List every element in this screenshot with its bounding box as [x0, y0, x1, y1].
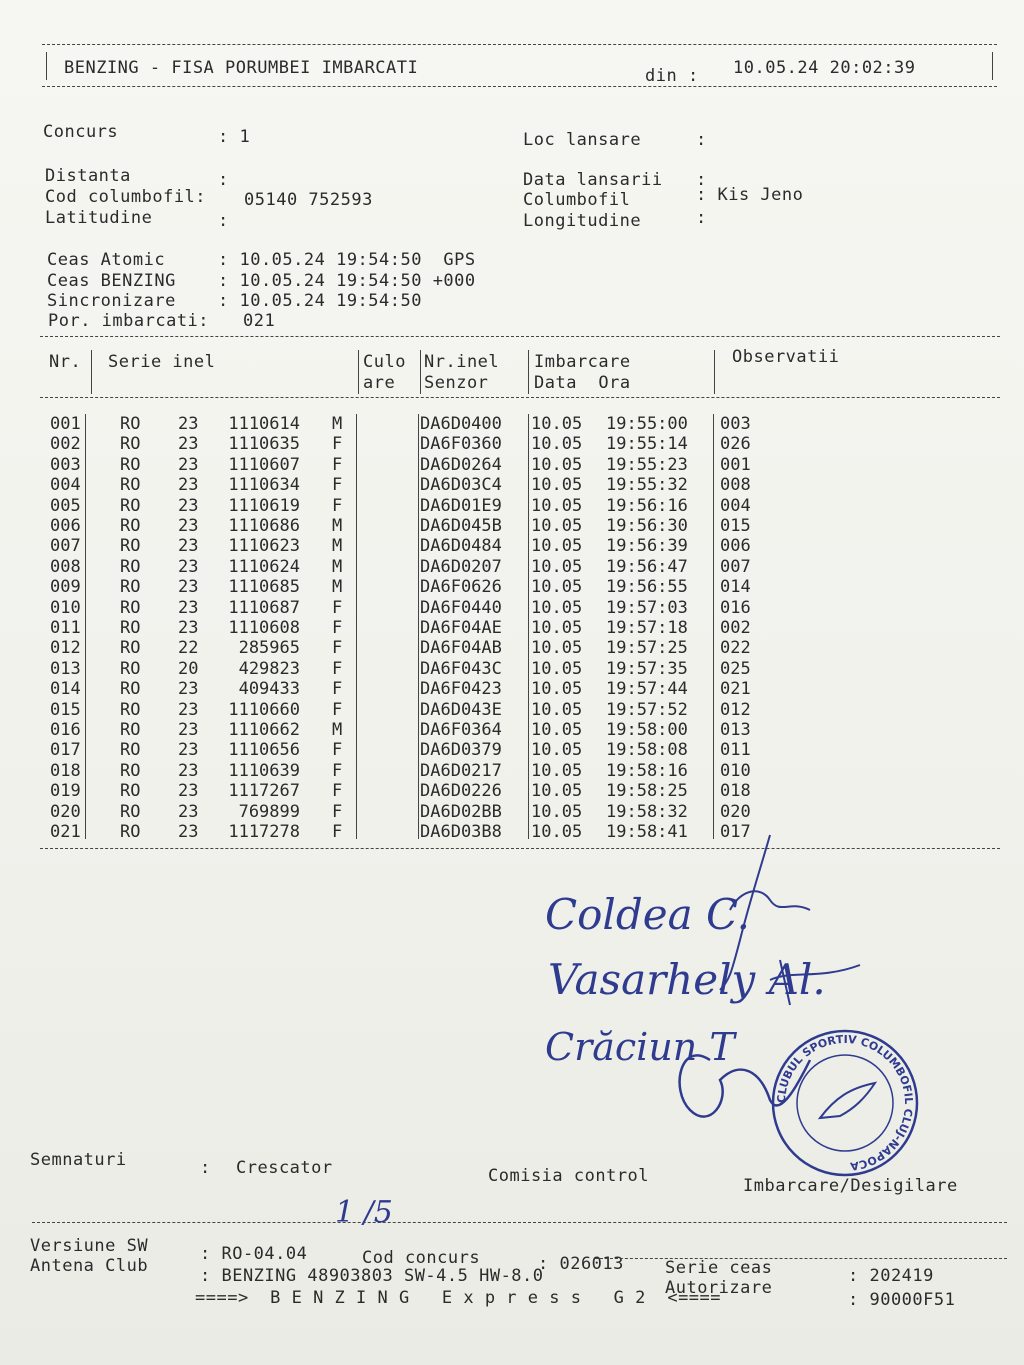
row-time: 19:58:32: [606, 801, 688, 822]
row-country: RO: [120, 618, 141, 638]
concurs-label: Concurs: [43, 122, 119, 142]
row-date: 10.05: [531, 597, 583, 618]
row-nr: 011: [50, 618, 81, 638]
row-time: 19:58:16: [606, 760, 688, 781]
row-time: 19:55:23: [606, 454, 688, 475]
row-time: 19:57:03: [606, 597, 688, 618]
row-sensor: DA6D0226: [420, 781, 502, 802]
table-border-top: [40, 336, 1000, 337]
footer-divider: [32, 1222, 1007, 1223]
table-row: [40, 557, 1000, 577]
row-observatii: 006: [720, 536, 751, 557]
table-row: [40, 434, 1000, 454]
table-row: [40, 577, 1000, 597]
por-imbarcati-value: 021: [243, 311, 276, 331]
row-year: 23: [178, 720, 199, 740]
row-time: 19:55:14: [606, 434, 688, 455]
row-nr: 021: [50, 822, 81, 842]
cod-concurs-value: : 026013: [538, 1254, 624, 1274]
row-country: RO: [120, 454, 141, 475]
row-sex: F: [332, 679, 343, 700]
table-row: [40, 516, 1000, 536]
row-observatii: 008: [720, 475, 751, 496]
row-ring-number: 1110624: [228, 556, 300, 577]
table-header-divider: [40, 397, 1000, 398]
row-year: 23: [178, 495, 199, 516]
row-time: 19:57:44: [606, 679, 688, 700]
row-date: 10.05: [531, 699, 583, 720]
footer-divider-right: [595, 1258, 1007, 1259]
row-sensor: DA6D03C4: [420, 475, 502, 496]
th-observatii: Observatii: [732, 347, 840, 367]
row-country: RO: [120, 699, 141, 720]
table-row: [40, 659, 1000, 679]
row-ring-number: 409433: [238, 679, 300, 700]
row-date: 10.05: [531, 822, 583, 842]
row-sensor: DA6D045B: [420, 516, 502, 536]
row-sex: F: [332, 822, 343, 842]
loc-lansare-label: Loc lansare: [523, 130, 642, 150]
row-ring-number: 1110686: [228, 516, 300, 536]
row-country: RO: [120, 516, 141, 536]
comisia-label: Comisia control: [488, 1166, 650, 1186]
svg-text:CLUBUL SPORTIV COLUMBOFIL CLUJ: CLUBUL SPORTIV COLUMBOFIL CLUJ-NAPOCA: [774, 1032, 916, 1173]
row-time: 19:57:52: [606, 699, 688, 720]
row-time: 19:56:55: [606, 577, 688, 598]
row-nr: 007: [50, 536, 81, 557]
autorizare-value: : 90000F51: [848, 1290, 956, 1310]
row-observatii: 026: [720, 434, 751, 455]
table-row: [40, 496, 1000, 516]
row-nr: 010: [50, 597, 81, 618]
row-nr: 006: [50, 516, 81, 536]
row-observatii: 016: [720, 597, 751, 618]
row-year: 23: [178, 679, 199, 700]
row-sex: F: [332, 495, 343, 516]
row-ring-number: 1110656: [228, 740, 300, 761]
din-label: din :: [645, 66, 699, 86]
table-row: [40, 598, 1000, 618]
header-border-left: [46, 52, 47, 80]
document-title: BENZING - FISA PORUMBEI IMBARCATI: [64, 58, 419, 78]
row-sensor: DA6D02BB: [420, 801, 502, 822]
row-ring-number: 769899: [238, 801, 300, 822]
row-date: 10.05: [531, 475, 583, 496]
row-nr: 001: [50, 414, 81, 434]
row-ring-number: 1110634: [228, 475, 300, 496]
table-row: [40, 700, 1000, 720]
row-sensor: DA6F0440: [420, 597, 502, 618]
row-time: 19:58:08: [606, 740, 688, 761]
row-ring-number: 1110687: [228, 597, 300, 618]
row-time: 19:55:00: [606, 414, 688, 434]
loc-lansare-value: :: [696, 130, 707, 150]
row-observatii: 017: [720, 822, 751, 842]
row-nr: 020: [50, 801, 81, 822]
row-time: 19:56:39: [606, 536, 688, 557]
row-date: 10.05: [531, 720, 583, 740]
row-sensor: DA6D043E: [420, 699, 502, 720]
row-nr: 012: [50, 638, 81, 659]
row-year: 23: [178, 475, 199, 496]
row-sex: M: [332, 536, 343, 557]
row-ring-number: 1117267: [228, 781, 300, 802]
row-nr: 013: [50, 658, 81, 679]
row-date: 10.05: [531, 434, 583, 455]
row-sensor: DA6F04AE: [420, 618, 502, 638]
cod-concurs-label: Cod concurs: [362, 1248, 481, 1268]
row-sex: F: [332, 801, 343, 822]
row-country: RO: [120, 822, 141, 842]
table-row: [40, 455, 1000, 475]
concurs-value: : 1: [218, 127, 251, 147]
row-year: 23: [178, 618, 199, 638]
row-country: RO: [120, 801, 141, 822]
row-date: 10.05: [531, 577, 583, 598]
signature-vasarhely: Vasarhely Al.: [548, 955, 826, 1004]
row-year: 23: [178, 516, 199, 536]
row-date: 10.05: [531, 495, 583, 516]
row-ring-number: 1110623: [228, 536, 300, 557]
table-row: [40, 781, 1000, 801]
print-datetime: 10.05.24 20:02:39: [733, 58, 916, 78]
semnaturi-colon: :: [200, 1158, 211, 1178]
row-sex: M: [332, 577, 343, 598]
data-lansarii-value: :: [696, 170, 707, 190]
header-border-top: [42, 44, 997, 45]
row-year: 23: [178, 822, 199, 842]
longitudine-value: :: [696, 208, 707, 228]
row-time: 19:58:41: [606, 822, 688, 842]
row-sensor: DA6F043C: [420, 658, 502, 679]
row-sex: F: [332, 658, 343, 679]
semnaturi-label: Semnaturi: [30, 1150, 127, 1170]
row-ring-number: 285965: [238, 638, 300, 659]
columbofil-value: : Kis Jeno: [696, 185, 804, 205]
row-country: RO: [120, 475, 141, 496]
row-country: RO: [120, 760, 141, 781]
row-country: RO: [120, 781, 141, 802]
row-nr: 009: [50, 577, 81, 598]
row-ring-number: 1110608: [228, 618, 300, 638]
row-observatii: 025: [720, 658, 751, 679]
row-sensor: DA6D0400: [420, 414, 502, 434]
antena-value: : BENZING 48903803 SW-4.5 HW-8.0: [200, 1266, 544, 1286]
row-ring-number: 1110635: [228, 434, 300, 455]
row-sensor: DA6F04AB: [420, 638, 502, 659]
versiune-value: : RO-04.04: [200, 1244, 308, 1264]
row-date: 10.05: [531, 760, 583, 781]
header-border-bottom: [42, 86, 997, 87]
imbarcare-label: Imbarcare/Desigilare: [743, 1176, 958, 1196]
row-nr: 014: [50, 679, 81, 700]
row-country: RO: [120, 556, 141, 577]
row-nr: 005: [50, 495, 81, 516]
row-sex: F: [332, 760, 343, 781]
row-year: 23: [178, 801, 199, 822]
row-country: RO: [120, 577, 141, 598]
signature-coldea: Coldea C.: [545, 890, 750, 939]
row-observatii: 003: [720, 414, 751, 434]
row-sensor: DA6D01E9: [420, 495, 502, 516]
row-ring-number: 1110619: [228, 495, 300, 516]
cod-columbofil-label: Cod columbofil:: [45, 187, 207, 207]
por-imbarcati-label: Por. imbarcati:: [48, 311, 210, 331]
row-sex: F: [332, 699, 343, 720]
latitudine-label: Latitudine: [45, 208, 153, 228]
distanta-label: Distanta: [45, 166, 131, 186]
row-ring-number: 1110614: [228, 414, 300, 434]
header-border-right: [992, 52, 993, 80]
cod-columbofil-value: 05140 752593: [244, 190, 373, 210]
row-time: 19:56:47: [606, 556, 688, 577]
row-year: 23: [178, 577, 199, 598]
row-country: RO: [120, 536, 141, 557]
row-country: RO: [120, 495, 141, 516]
row-country: RO: [120, 597, 141, 618]
th-nr-inel-1: Nr.inel: [424, 352, 500, 372]
col-divider-3: [420, 350, 421, 394]
row-year: 23: [178, 454, 199, 475]
table-row: [40, 761, 1000, 781]
row-nr: 004: [50, 475, 81, 496]
col-divider-2: [358, 350, 359, 394]
versiune-label: Versiune SW: [30, 1236, 149, 1256]
row-year: 23: [178, 556, 199, 577]
row-date: 10.05: [531, 516, 583, 536]
row-sex: M: [332, 414, 343, 434]
row-sensor: DA6F0423: [420, 679, 502, 700]
row-date: 10.05: [531, 740, 583, 761]
row-ring-number: 1117278: [228, 822, 300, 842]
club-stamp: [770, 1028, 920, 1178]
th-nr: Nr.: [49, 352, 82, 372]
row-ring-number: 1110639: [228, 760, 300, 781]
signature-craciun: Crăciun T: [545, 1025, 735, 1069]
row-year: 20: [178, 658, 199, 679]
row-date: 10.05: [531, 781, 583, 802]
row-time: 19:57:18: [606, 618, 688, 638]
row-time: 19:57:35: [606, 658, 688, 679]
table-row: [40, 638, 1000, 658]
table-row: [40, 740, 1000, 760]
row-sex: F: [332, 618, 343, 638]
row-time: 19:58:00: [606, 720, 688, 740]
longitudine-label: Longitudine: [523, 211, 642, 231]
row-ring-number: 1110662: [228, 720, 300, 740]
ceas-benzing-value: : 10.05.24 19:54:50 +000: [218, 271, 476, 291]
col-divider-5: [714, 350, 715, 394]
row-year: 23: [178, 699, 199, 720]
col-divider-4: [528, 350, 529, 394]
th-culoare-1: Culo: [363, 352, 406, 372]
row-sensor: DA6D0217: [420, 760, 502, 781]
row-year: 23: [178, 597, 199, 618]
latitudine-value: :: [218, 211, 229, 231]
row-observatii: 021: [720, 679, 751, 700]
row-ring-number: 1110607: [228, 454, 300, 475]
row-nr: 017: [50, 740, 81, 761]
row-date: 10.05: [531, 679, 583, 700]
ceas-atomic-value: : 10.05.24 19:54:50 GPS: [218, 250, 476, 270]
row-date: 10.05: [531, 536, 583, 557]
row-observatii: 014: [720, 577, 751, 598]
row-observatii: 015: [720, 516, 751, 536]
row-nr: 018: [50, 760, 81, 781]
row-year: 23: [178, 760, 199, 781]
serie-ceas-value: : 202419: [848, 1266, 934, 1286]
row-nr: 008: [50, 556, 81, 577]
row-sensor: DA6D03B8: [420, 822, 502, 842]
row-observatii: 011: [720, 740, 751, 761]
row-observatii: 002: [720, 618, 751, 638]
row-sensor: DA6F0626: [420, 577, 502, 598]
row-date: 10.05: [531, 556, 583, 577]
autorizare-label: Autorizare: [665, 1278, 773, 1298]
antena-label: Antena Club: [30, 1256, 149, 1276]
row-country: RO: [120, 658, 141, 679]
row-country: RO: [120, 740, 141, 761]
row-observatii: 007: [720, 556, 751, 577]
table-row: [40, 679, 1000, 699]
row-observatii: 010: [720, 760, 751, 781]
serie-ceas-label: Serie ceas: [665, 1258, 773, 1278]
th-culoare-2: are: [363, 373, 396, 393]
col-divider-1: [91, 350, 92, 394]
row-country: RO: [120, 414, 141, 434]
th-serie-inel: Serie inel: [108, 352, 216, 372]
row-sensor: DA6F0360: [420, 434, 502, 455]
row-time: 19:57:25: [606, 638, 688, 659]
handwritten-mark: 1 /5: [335, 1195, 393, 1230]
row-date: 10.05: [531, 414, 583, 434]
row-sex: M: [332, 720, 343, 740]
row-nr: 002: [50, 434, 81, 455]
row-nr: 019: [50, 781, 81, 802]
table-row: [40, 475, 1000, 495]
row-time: 19:56:16: [606, 495, 688, 516]
row-sex: F: [332, 434, 343, 455]
row-year: 22: [178, 638, 199, 659]
row-date: 10.05: [531, 658, 583, 679]
row-observatii: 020: [720, 801, 751, 822]
row-sex: F: [332, 597, 343, 618]
th-imbarcare-2: Data Ora: [534, 373, 631, 393]
row-sex: F: [332, 638, 343, 659]
row-country: RO: [120, 720, 141, 740]
row-time: 19:58:25: [606, 781, 688, 802]
row-year: 23: [178, 781, 199, 802]
ceas-benzing-label: Ceas BENZING: [47, 271, 176, 291]
table-row: [40, 414, 1000, 434]
th-nr-inel-2: Senzor: [424, 373, 489, 393]
row-sex: F: [332, 475, 343, 496]
sincronizare-value: : 10.05.24 19:54:50: [218, 291, 422, 311]
benzing-banner: ====> B E N Z I N G E x p r e s s G 2 <====: [195, 1288, 722, 1308]
row-sex: F: [332, 454, 343, 475]
columbofil-label: Columbofil: [523, 190, 631, 210]
row-year: 23: [178, 740, 199, 761]
row-observatii: 022: [720, 638, 751, 659]
row-observatii: 001: [720, 454, 751, 475]
row-country: RO: [120, 679, 141, 700]
row-ring-number: 429823: [238, 658, 300, 679]
data-lansarii-label: Data lansarii: [523, 170, 663, 190]
ceas-atomic-label: Ceas Atomic: [47, 250, 166, 270]
row-observatii: 012: [720, 699, 751, 720]
row-observatii: 013: [720, 720, 751, 740]
row-year: 23: [178, 536, 199, 557]
row-sensor: DA6D0264: [420, 454, 502, 475]
row-year: 23: [178, 434, 199, 455]
row-ring-number: 1110660: [228, 699, 300, 720]
row-date: 10.05: [531, 638, 583, 659]
row-sex: M: [332, 516, 343, 536]
row-country: RO: [120, 434, 141, 455]
row-observatii: 004: [720, 495, 751, 516]
row-date: 10.05: [531, 801, 583, 822]
table-row: [40, 802, 1000, 822]
row-nr: 016: [50, 720, 81, 740]
table-row: [40, 536, 1000, 556]
row-date: 10.05: [531, 618, 583, 638]
row-ring-number: 1110685: [228, 577, 300, 598]
row-country: RO: [120, 638, 141, 659]
row-time: 19:55:32: [606, 475, 688, 496]
row-nr: 015: [50, 699, 81, 720]
row-sex: M: [332, 556, 343, 577]
table-row: [40, 618, 1000, 638]
row-nr: 003: [50, 454, 81, 475]
distanta-value: :: [218, 170, 229, 190]
row-sex: F: [332, 740, 343, 761]
row-sensor: DA6F0364: [420, 720, 502, 740]
row-year: 23: [178, 414, 199, 434]
row-date: 10.05: [531, 454, 583, 475]
row-sensor: DA6D0484: [420, 536, 502, 557]
row-observatii: 018: [720, 781, 751, 802]
th-imbarcare-1: Imbarcare: [534, 352, 631, 372]
sincronizare-label: Sincronizare: [47, 291, 176, 311]
row-sensor: DA6D0207: [420, 556, 502, 577]
row-sex: F: [332, 781, 343, 802]
table-row: [40, 720, 1000, 740]
row-sensor: DA6D0379: [420, 740, 502, 761]
crescator-label: Crescator: [236, 1158, 333, 1178]
row-time: 19:56:30: [606, 516, 688, 536]
